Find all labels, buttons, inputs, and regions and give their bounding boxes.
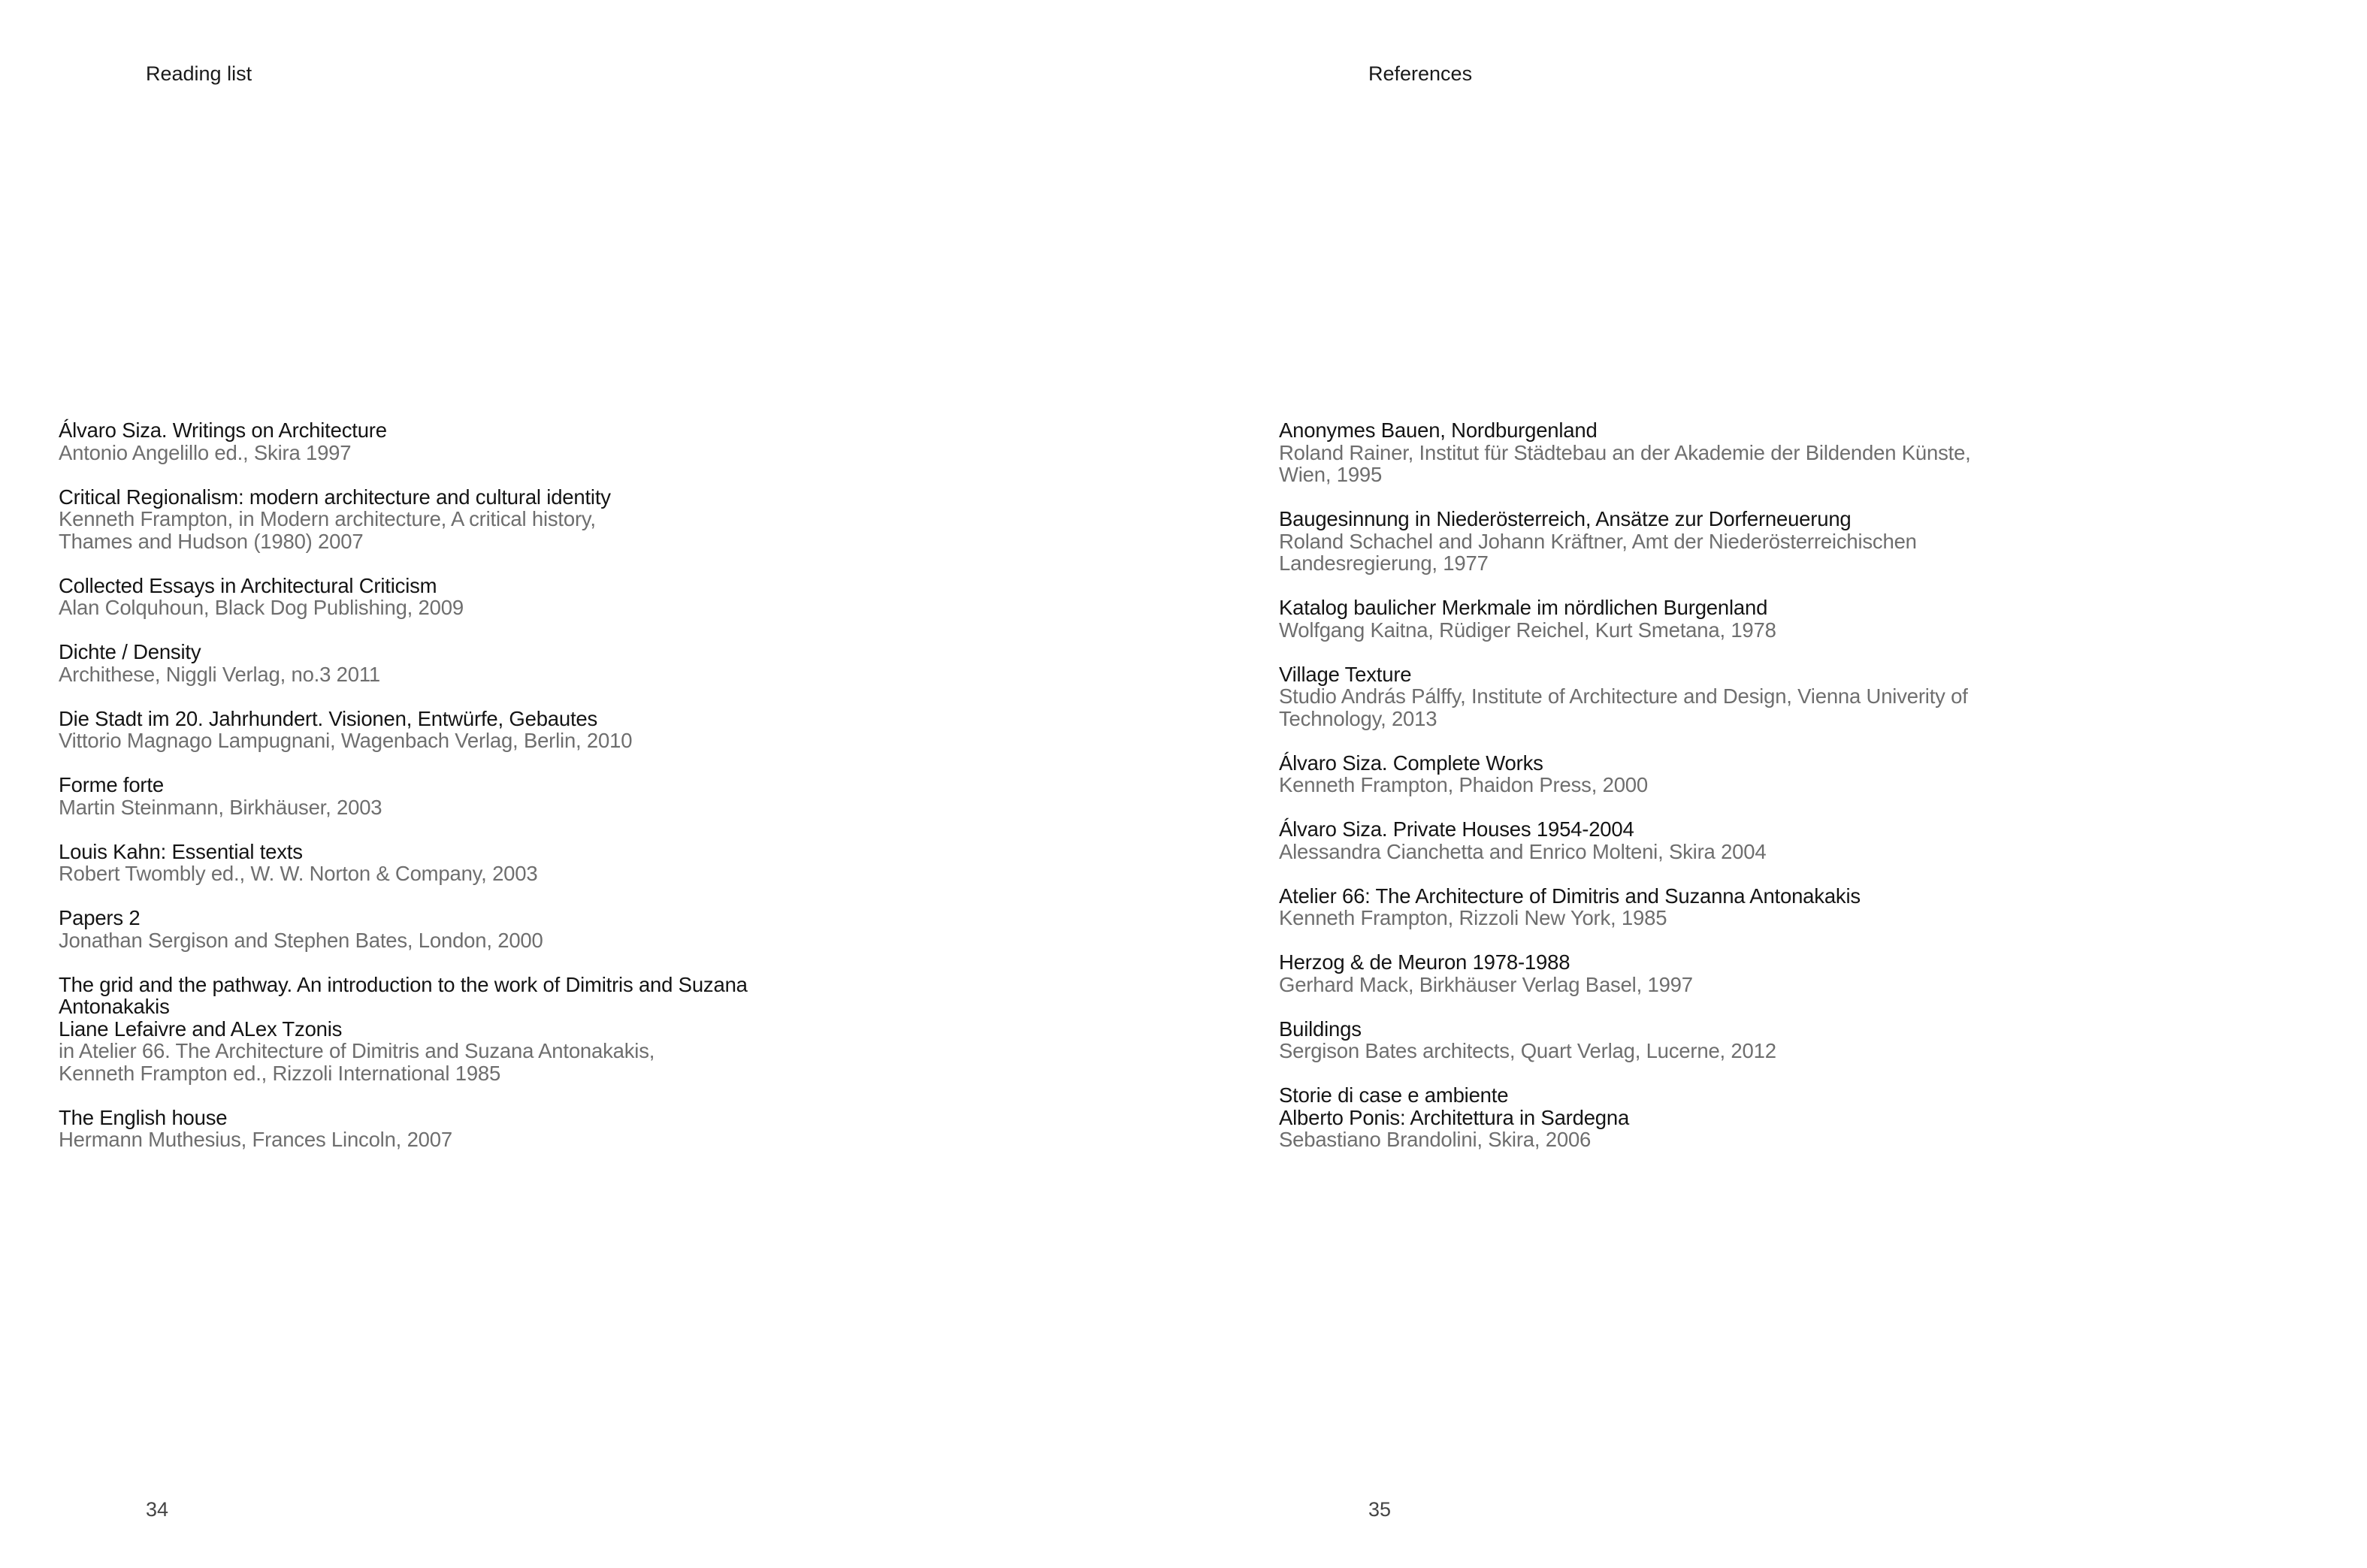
entry-detail: Robert Twombly ed., W. W. Norton & Company, 2003 xyxy=(59,862,538,885)
entry-title: Álvaro Siza. Private Houses 1954-2004 xyxy=(1279,817,1634,841)
list-item xyxy=(59,774,780,818)
entry-detail: Gerhard Mack, Birkhäuser Verlag Basel, 1997 xyxy=(1279,972,1693,996)
entry-detail: Technology, 2013 xyxy=(1279,706,1437,730)
list-item xyxy=(1279,419,2000,486)
list-item xyxy=(1279,818,2000,863)
entry-subtitle: Alberto Ponis: Architettura in Sardegna xyxy=(1279,1105,1630,1129)
entry-detail: Jonathan Sergison and Stephen Bates, London, 2000 xyxy=(59,928,543,952)
entry-title: Baugesinnung in Niederösterreich, Ansätze zur Dorferneuerung xyxy=(1279,507,1852,530)
entry-title: Papers 2 xyxy=(59,906,141,929)
entry-title: Atelier 66: The Architecture of Dimitris and Suzanna Antonakakis xyxy=(1279,884,1861,908)
page-number: 34 xyxy=(146,1498,169,1521)
entry-title: Village Texture xyxy=(1279,662,1412,686)
entry-detail: Martin Steinmann, Birkhäuser, 2003 xyxy=(59,795,382,819)
entry-detail: Archithese, Niggli Verlag, no.3 2011 xyxy=(59,662,380,686)
entry-title: Die Stadt im 20. Jahrhundert. Visionen, Entwürfe, Gebautes xyxy=(59,706,598,730)
page-heading: References xyxy=(1368,62,1473,85)
entry-detail: Sergison Bates architects, Quart Verlag, Lucerne, 2012 xyxy=(1279,1039,1776,1062)
entry-detail: Vittorio Magnago Lampugnani, Wagenbach Verlag, Berlin, 2010 xyxy=(59,729,633,752)
entry-title: Herzog & de Meuron 1978-1988 xyxy=(1279,950,1570,974)
entry-title: Louis Kahn: Essential texts xyxy=(59,839,303,863)
entry-detail: Kenneth Frampton ed., Rizzoli International 1985 xyxy=(59,1061,501,1085)
list-item xyxy=(1279,597,2000,641)
entry-detail: Alan Colquhoun, Black Dog Publishing, 2009 xyxy=(59,596,464,619)
entry-title: Buildings xyxy=(1279,1017,1362,1041)
entry-title: Forme forte xyxy=(59,773,164,796)
list-item xyxy=(59,419,780,464)
entry-detail: Hermann Muthesius, Frances Lincoln, 2007 xyxy=(59,1128,452,1151)
list-item xyxy=(1279,1084,2000,1151)
entry-detail: Wien, 1995 xyxy=(1279,463,1383,486)
entry-title-continued: Antonakakis xyxy=(59,995,170,1018)
entry-detail: Studio András Pálffy, Institute of Architecture and Design, Vienna Univerity of xyxy=(1279,684,1968,708)
entry-title: The English house xyxy=(59,1105,228,1129)
entry-detail: in Atelier 66. The Architecture of Dimitris and Suzana Antonakakis, xyxy=(59,1039,655,1062)
references-list xyxy=(1279,419,2000,1173)
entry-detail: Sebastiano Brandolini, Skira, 2006 xyxy=(1279,1128,1592,1151)
entry-title: Critical Regionalism: modern architecture and cultural identity xyxy=(59,485,611,509)
entry-title: Katalog baulicher Merkmale im nördlichen Burgenland xyxy=(1279,596,1768,619)
list-item xyxy=(1279,951,2000,995)
entry-detail: Kenneth Frampton, Phaidon Press, 2000 xyxy=(1279,773,1648,796)
entry-detail: Roland Rainer, Institut für Städtebau an der Akademie der Bildenden Künste, xyxy=(1279,440,1971,464)
entry-authors: Liane Lefaivre and ALex Tzonis xyxy=(59,1017,343,1041)
entry-title: Collected Essays in Architectural Criticism xyxy=(59,573,437,597)
list-item xyxy=(59,974,780,1085)
right-page xyxy=(1184,0,2367,1568)
entry-detail: Kenneth Frampton, in Modern architecture, A critical history, xyxy=(59,507,596,530)
entry-title: Anonymes Bauen, Nordburgenland xyxy=(1279,418,1598,442)
list-item xyxy=(1279,752,2000,796)
entry-title: Álvaro Siza. Complete Works xyxy=(1279,751,1543,775)
entry-detail: Kenneth Frampton, Rizzoli New York, 1985 xyxy=(1279,906,1667,929)
list-item xyxy=(59,841,780,885)
list-item xyxy=(1279,663,2000,730)
page-heading: Reading list xyxy=(146,62,252,85)
entry-title: Álvaro Siza. Writings on Architecture xyxy=(59,418,387,442)
page-number: 35 xyxy=(1368,1498,1392,1521)
list-item xyxy=(59,641,780,685)
reading-list xyxy=(59,419,780,1173)
entry-title: Dichte / Density xyxy=(59,640,201,663)
list-item xyxy=(1279,508,2000,575)
entry-title: The grid and the pathway. An introduction to the work of Dimitris and Suzana xyxy=(59,972,748,996)
entry-title: Storie di case e ambiente xyxy=(1279,1083,1509,1107)
list-item xyxy=(59,486,780,553)
entry-detail: Alessandra Cianchetta and Enrico Molteni, Skira 2004 xyxy=(1279,839,1767,863)
list-item xyxy=(59,907,780,951)
entry-detail: Roland Schachel and Johann Kräftner, Amt der Niederösterreichischen xyxy=(1279,529,1917,553)
list-item xyxy=(59,1107,780,1151)
entry-detail: Thames and Hudson (1980) 2007 xyxy=(59,529,364,553)
entry-detail: Antonio Angelillo ed., Skira 1997 xyxy=(59,440,352,464)
list-item xyxy=(59,575,780,619)
entry-detail: Landesregierung, 1977 xyxy=(1279,551,1489,575)
entry-detail: Wolfgang Kaitna, Rüdiger Reichel, Kurt Smetana, 1978 xyxy=(1279,618,1776,642)
list-item xyxy=(1279,1018,2000,1062)
list-item xyxy=(59,708,780,752)
list-item xyxy=(1279,885,2000,929)
